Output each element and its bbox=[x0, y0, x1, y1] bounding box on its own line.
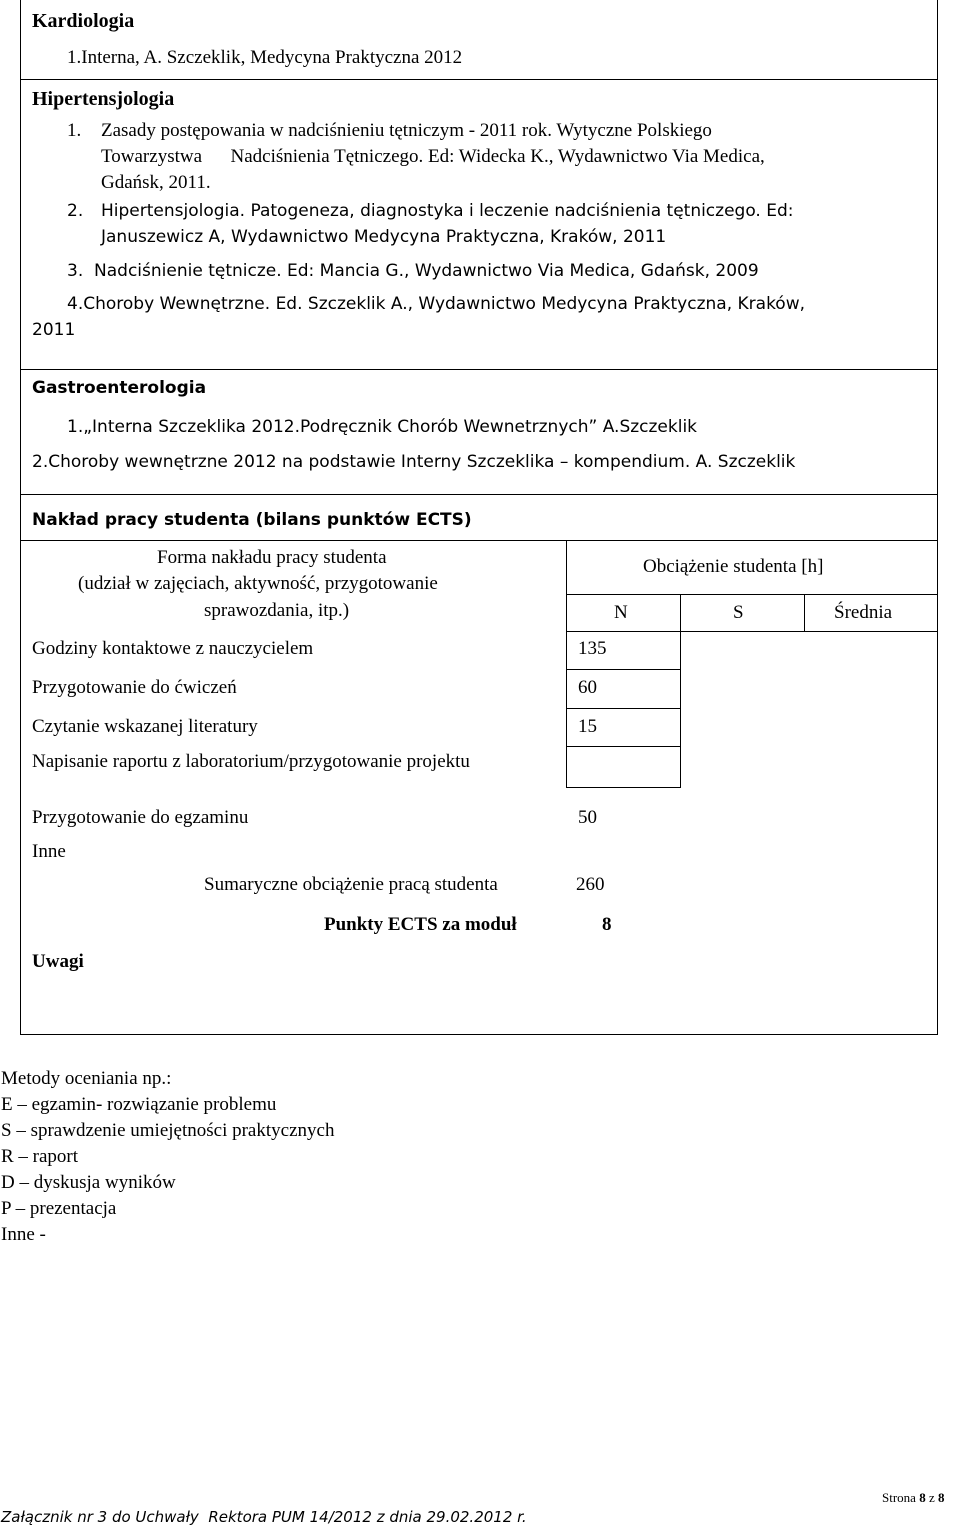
assessment-item: R – raport bbox=[1, 1146, 79, 1167]
form-header-line-2: (udział w zajęciach, aktywność, przygotowanie bbox=[78, 573, 438, 594]
workload-title: Nakład pracy studenta (bilans punktów ECTS) bbox=[32, 510, 472, 530]
total-value: 260 bbox=[576, 874, 605, 895]
page-number bbox=[882, 1490, 944, 1506]
form-header-line-1: Forma nakładu pracy studenta bbox=[157, 547, 387, 568]
gastro-heading: Gastroenterologia bbox=[32, 378, 207, 398]
hip-item-4-line-2: 2011 bbox=[32, 320, 76, 340]
row-value-n: 15 bbox=[578, 716, 597, 737]
assessment-title: Metody oceniania np.: bbox=[1, 1068, 172, 1089]
footer-attachment: Załącznik nr 3 do Uchwały Rektora PUM 14/2012 z dnia 29.02.2012 r. bbox=[1, 1508, 527, 1526]
assessment-item: P – prezentacja bbox=[1, 1198, 117, 1219]
row-value-n: 60 bbox=[578, 677, 597, 698]
hipertensjologia-heading: Hipertensjologia bbox=[32, 88, 175, 110]
row-label: Czytanie wskazanej literatury bbox=[32, 716, 258, 737]
hip-item-1-line-2: Towarzystwa Nadciśnienia Tętniczego. Ed: Widecka K., Wydawnictwo Via Medica, bbox=[101, 146, 765, 167]
value-cell bbox=[566, 746, 681, 788]
page-current: 8 bbox=[919, 1490, 926, 1505]
remarks-label: Uwagi bbox=[32, 951, 84, 972]
row-label: Przygotowanie do ćwiczeń bbox=[32, 677, 237, 698]
hip-item-4-line-1: 4.Choroby Wewnętrzne. Ed. Szczeklik A., Wydawnictwo Medycyna Praktyczna, Kraków, bbox=[67, 294, 806, 314]
gastro-item-1: 1.„Interna Szczeklika 2012.Podręcznik Chorób Wewnetrznych” A.Szczeklik bbox=[67, 417, 698, 437]
hip-item-1-line-1: Zasady postępowania w nadciśnieniu tętniczym - 2011 rok. Wytyczne Polskiego bbox=[101, 120, 712, 141]
page-prefix: Strona bbox=[882, 1490, 916, 1505]
hip-item-1-line-3: Gdańsk, 2011. bbox=[101, 172, 211, 193]
page-total: 8 bbox=[937, 1490, 945, 1505]
col-avg-label: Średnia bbox=[834, 602, 893, 623]
row-label: Przygotowanie do egzaminu bbox=[32, 807, 249, 828]
kardiologia-item-1: 1.Interna, A. Szczeklik, Medycyna Praktyczna 2012 bbox=[67, 47, 463, 68]
row-value-n: 135 bbox=[578, 638, 607, 659]
ects-label: Punkty ECTS za moduł bbox=[324, 914, 517, 935]
form-header-line-3: sprawozdania, itp.) bbox=[204, 600, 350, 621]
col-s-label: S bbox=[733, 602, 744, 623]
assessment-item: S – sprawdzenie umiejętności praktycznych bbox=[1, 1120, 335, 1141]
assessment-item: D – dyskusja wyników bbox=[1, 1172, 176, 1193]
kardiologia-heading: Kardiologia bbox=[32, 10, 135, 32]
assessment-item: Inne - bbox=[1, 1224, 46, 1245]
load-header: Obciążenie studenta [h] bbox=[643, 556, 824, 577]
total-label: Sumaryczne obciążenie pracą studenta bbox=[204, 874, 498, 895]
assessment-item: E – egzamin- rozwiązanie problemu bbox=[1, 1094, 277, 1115]
row-label: Inne bbox=[32, 841, 66, 862]
gastro-item-2: 2.Choroby wewnętrzne 2012 na podstawie Interny Szczeklika – kompendium. A. Szczeklik bbox=[32, 452, 796, 472]
row-value-n: 50 bbox=[578, 807, 597, 828]
hip-item-2-line-1: Hipertensjologia. Patogeneza, diagnostyka i leczenie nadciśnienia tętniczego. Ed: bbox=[101, 201, 794, 221]
ects-value: 8 bbox=[602, 914, 612, 935]
hip-item-2-line-2: Januszewicz A, Wydawnictwo Medycyna Praktyczna, Kraków, 2011 bbox=[101, 227, 667, 247]
page-sep: z bbox=[928, 1490, 935, 1505]
col-n-label: N bbox=[614, 602, 628, 623]
hip-item-1-num: 1. bbox=[67, 120, 82, 141]
divider bbox=[20, 79, 938, 80]
hip-item-2-num: 2. bbox=[67, 201, 84, 221]
row-label: Godziny kontaktowe z nauczycielem bbox=[32, 638, 314, 659]
row-label: Napisanie raportu z laboratorium/przygotowanie projektu bbox=[32, 751, 470, 772]
hip-item-3: 3. Nadciśnienie tętnicze. Ed: Mancia G., Wydawnictwo Via Medica, Gdańsk, 2009 bbox=[67, 261, 759, 281]
